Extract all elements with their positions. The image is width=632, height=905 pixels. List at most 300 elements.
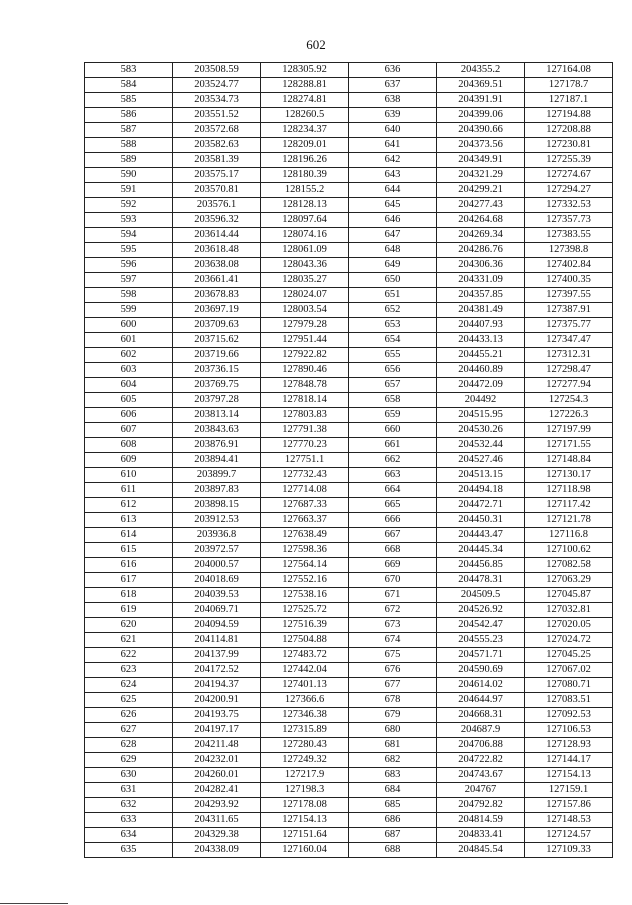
x-coordinate-cell: 204833.41	[437, 828, 525, 843]
x-coordinate-cell: 204114.81	[173, 633, 261, 648]
x-coordinate-cell: 204530.26	[437, 423, 525, 438]
point-number-cell: 635	[85, 843, 173, 858]
y-coordinate-cell: 127154.13	[525, 768, 613, 783]
x-coordinate-cell: 204433.13	[437, 333, 525, 348]
y-coordinate-cell: 127063.29	[525, 573, 613, 588]
y-coordinate-cell: 127397.55	[525, 288, 613, 303]
y-coordinate-cell: 127979.28	[261, 318, 349, 333]
y-coordinate-cell: 127598.36	[261, 543, 349, 558]
x-coordinate-cell: 204443.47	[437, 528, 525, 543]
point-number-cell: 653	[349, 318, 437, 333]
point-number-cell: 608	[85, 438, 173, 453]
x-coordinate-cell: 203596.32	[173, 213, 261, 228]
y-coordinate-cell: 127357.73	[525, 213, 613, 228]
y-coordinate-cell: 127398.8	[525, 243, 613, 258]
x-coordinate-cell: 203813.14	[173, 408, 261, 423]
x-coordinate-cell: 204644.97	[437, 693, 525, 708]
x-coordinate-cell: 204492	[437, 393, 525, 408]
table-row	[85, 453, 613, 468]
table-row	[85, 708, 613, 723]
x-coordinate-cell: 203719.66	[173, 348, 261, 363]
y-coordinate-cell: 127638.49	[261, 528, 349, 543]
y-coordinate-cell: 127818.14	[261, 393, 349, 408]
y-coordinate-cell: 128024.07	[261, 288, 349, 303]
table-row	[85, 63, 613, 78]
y-coordinate-cell: 127164.08	[525, 63, 613, 78]
table-row	[85, 618, 613, 633]
x-coordinate-cell: 204532.44	[437, 438, 525, 453]
x-coordinate-cell: 204407.93	[437, 318, 525, 333]
x-coordinate-cell: 204542.47	[437, 618, 525, 633]
x-coordinate-cell: 204321.29	[437, 168, 525, 183]
point-number-cell: 655	[349, 348, 437, 363]
y-coordinate-cell: 127178.7	[525, 78, 613, 93]
y-coordinate-cell: 127100.62	[525, 543, 613, 558]
point-number-cell: 674	[349, 633, 437, 648]
y-coordinate-cell: 128288.81	[261, 78, 349, 93]
y-coordinate-cell: 127067.02	[525, 663, 613, 678]
y-coordinate-cell: 127109.33	[525, 843, 613, 858]
point-number-cell: 640	[349, 123, 437, 138]
table-row	[85, 738, 613, 753]
y-coordinate-cell: 127208.88	[525, 123, 613, 138]
coordinates-table-body	[85, 63, 613, 858]
y-coordinate-cell: 127791.38	[261, 423, 349, 438]
y-coordinate-cell: 127117.42	[525, 498, 613, 513]
y-coordinate-cell: 128061.09	[261, 243, 349, 258]
table-row	[85, 543, 613, 558]
y-coordinate-cell: 127442.04	[261, 663, 349, 678]
y-coordinate-cell: 128035.27	[261, 273, 349, 288]
y-coordinate-cell: 128274.81	[261, 93, 349, 108]
x-coordinate-cell: 203524.77	[173, 78, 261, 93]
x-coordinate-cell: 204767	[437, 783, 525, 798]
y-coordinate-cell: 127951.44	[261, 333, 349, 348]
y-coordinate-cell: 127254.3	[525, 393, 613, 408]
y-coordinate-cell: 127803.83	[261, 408, 349, 423]
point-number-cell: 638	[349, 93, 437, 108]
point-number-cell: 652	[349, 303, 437, 318]
point-number-cell: 610	[85, 468, 173, 483]
table-row	[85, 648, 613, 663]
x-coordinate-cell: 204357.85	[437, 288, 525, 303]
table-row	[85, 588, 613, 603]
x-coordinate-cell: 203797.28	[173, 393, 261, 408]
x-coordinate-cell: 204172.52	[173, 663, 261, 678]
y-coordinate-cell: 128043.36	[261, 258, 349, 273]
y-coordinate-cell: 127564.14	[261, 558, 349, 573]
x-coordinate-cell: 204450.31	[437, 513, 525, 528]
point-number-cell: 605	[85, 393, 173, 408]
point-number-cell: 679	[349, 708, 437, 723]
page-number: 602	[306, 37, 326, 52]
y-coordinate-cell: 127770.23	[261, 438, 349, 453]
point-number-cell: 660	[349, 423, 437, 438]
y-coordinate-cell: 128234.37	[261, 123, 349, 138]
x-coordinate-cell: 203936.8	[173, 528, 261, 543]
table-row	[85, 663, 613, 678]
x-coordinate-cell: 204399.06	[437, 108, 525, 123]
point-number-cell: 634	[85, 828, 173, 843]
x-coordinate-cell: 203661.41	[173, 273, 261, 288]
x-coordinate-cell: 204494.18	[437, 483, 525, 498]
y-coordinate-cell: 127538.16	[261, 588, 349, 603]
table-row	[85, 333, 613, 348]
x-coordinate-cell: 204722.82	[437, 753, 525, 768]
point-number-cell: 632	[85, 798, 173, 813]
x-coordinate-cell: 204814.59	[437, 813, 525, 828]
x-coordinate-cell: 204515.95	[437, 408, 525, 423]
point-number-cell: 643	[349, 168, 437, 183]
x-coordinate-cell: 204687.9	[437, 723, 525, 738]
point-number-cell: 585	[85, 93, 173, 108]
point-number-cell: 650	[349, 273, 437, 288]
point-number-cell: 685	[349, 798, 437, 813]
x-coordinate-cell: 203843.63	[173, 423, 261, 438]
y-coordinate-cell: 127312.31	[525, 348, 613, 363]
point-number-cell: 596	[85, 258, 173, 273]
y-coordinate-cell: 128180.39	[261, 168, 349, 183]
y-coordinate-cell: 127347.47	[525, 333, 613, 348]
x-coordinate-cell: 204472.71	[437, 498, 525, 513]
table-row	[85, 798, 613, 813]
x-coordinate-cell: 204306.36	[437, 258, 525, 273]
table-row	[85, 288, 613, 303]
point-number-cell: 595	[85, 243, 173, 258]
point-number-cell: 588	[85, 138, 173, 153]
table-row	[85, 783, 613, 798]
point-number-cell: 670	[349, 573, 437, 588]
y-coordinate-cell: 127375.77	[525, 318, 613, 333]
point-number-cell: 664	[349, 483, 437, 498]
y-coordinate-cell: 128196.26	[261, 153, 349, 168]
y-coordinate-cell: 127332.53	[525, 198, 613, 213]
point-number-cell: 584	[85, 78, 173, 93]
y-coordinate-cell: 127092.53	[525, 708, 613, 723]
point-number-cell: 613	[85, 513, 173, 528]
x-coordinate-cell: 204331.09	[437, 273, 525, 288]
y-coordinate-cell: 127483.72	[261, 648, 349, 663]
y-coordinate-cell: 127387.91	[525, 303, 613, 318]
y-coordinate-cell: 127383.55	[525, 228, 613, 243]
point-number-cell: 654	[349, 333, 437, 348]
table-row	[85, 318, 613, 333]
y-coordinate-cell: 127255.39	[525, 153, 613, 168]
y-coordinate-cell: 128128.13	[261, 198, 349, 213]
x-coordinate-cell: 204706.88	[437, 738, 525, 753]
x-coordinate-cell: 203614.44	[173, 228, 261, 243]
x-coordinate-cell: 204069.71	[173, 603, 261, 618]
point-number-cell: 631	[85, 783, 173, 798]
point-number-cell: 637	[349, 78, 437, 93]
point-number-cell: 615	[85, 543, 173, 558]
point-number-cell: 617	[85, 573, 173, 588]
point-number-cell: 647	[349, 228, 437, 243]
point-number-cell: 621	[85, 633, 173, 648]
point-number-cell: 630	[85, 768, 173, 783]
point-number-cell: 626	[85, 708, 173, 723]
point-number-cell: 684	[349, 783, 437, 798]
table-row	[85, 243, 613, 258]
point-number-cell: 600	[85, 318, 173, 333]
y-coordinate-cell: 127848.78	[261, 378, 349, 393]
x-coordinate-cell: 203697.19	[173, 303, 261, 318]
table-row	[85, 633, 613, 648]
y-coordinate-cell: 127045.87	[525, 588, 613, 603]
y-coordinate-cell: 127346.38	[261, 708, 349, 723]
x-coordinate-cell: 204527.46	[437, 453, 525, 468]
x-coordinate-cell: 203876.91	[173, 438, 261, 453]
y-coordinate-cell: 127280.43	[261, 738, 349, 753]
point-number-cell: 666	[349, 513, 437, 528]
y-coordinate-cell: 128260.5	[261, 108, 349, 123]
y-coordinate-cell: 128155.2	[261, 183, 349, 198]
y-coordinate-cell: 127504.88	[261, 633, 349, 648]
point-number-cell: 665	[349, 498, 437, 513]
y-coordinate-cell: 127687.33	[261, 498, 349, 513]
point-number-cell: 644	[349, 183, 437, 198]
y-coordinate-cell: 127197.99	[525, 423, 613, 438]
table-row	[85, 198, 613, 213]
y-coordinate-cell: 127178.08	[261, 798, 349, 813]
x-coordinate-cell: 204211.48	[173, 738, 261, 753]
y-coordinate-cell: 128003.54	[261, 303, 349, 318]
y-coordinate-cell: 127144.17	[525, 753, 613, 768]
x-coordinate-cell: 204000.57	[173, 558, 261, 573]
table-row	[85, 498, 613, 513]
point-number-cell: 648	[349, 243, 437, 258]
point-number-cell: 680	[349, 723, 437, 738]
x-coordinate-cell: 204668.31	[437, 708, 525, 723]
y-coordinate-cell: 128209.01	[261, 138, 349, 153]
table-row	[85, 213, 613, 228]
y-coordinate-cell: 127159.1	[525, 783, 613, 798]
x-coordinate-cell: 203897.83	[173, 483, 261, 498]
table-row	[85, 828, 613, 843]
point-number-cell: 687	[349, 828, 437, 843]
x-coordinate-cell: 203581.39	[173, 153, 261, 168]
point-number-cell: 675	[349, 648, 437, 663]
coordinates-table	[84, 62, 613, 858]
y-coordinate-cell: 127020.05	[525, 618, 613, 633]
point-number-cell: 673	[349, 618, 437, 633]
y-coordinate-cell: 127516.39	[261, 618, 349, 633]
x-coordinate-cell: 203709.63	[173, 318, 261, 333]
y-coordinate-cell: 128305.92	[261, 63, 349, 78]
x-coordinate-cell: 204460.89	[437, 363, 525, 378]
x-coordinate-cell: 203508.59	[173, 63, 261, 78]
y-coordinate-cell: 127130.17	[525, 468, 613, 483]
x-coordinate-cell: 203912.53	[173, 513, 261, 528]
y-coordinate-cell: 127160.04	[261, 843, 349, 858]
table-row	[85, 393, 613, 408]
point-number-cell: 598	[85, 288, 173, 303]
y-coordinate-cell: 127118.98	[525, 483, 613, 498]
y-coordinate-cell: 127400.35	[525, 273, 613, 288]
x-coordinate-cell: 204264.68	[437, 213, 525, 228]
point-number-cell: 642	[349, 153, 437, 168]
x-coordinate-cell: 204614.02	[437, 678, 525, 693]
table-row	[85, 513, 613, 528]
footnote-rule	[0, 903, 68, 904]
table-row	[85, 423, 613, 438]
table-row	[85, 378, 613, 393]
table-row	[85, 753, 613, 768]
point-number-cell: 646	[349, 213, 437, 228]
y-coordinate-cell: 127154.13	[261, 813, 349, 828]
table-row	[85, 603, 613, 618]
table-row	[85, 348, 613, 363]
x-coordinate-cell: 203736.15	[173, 363, 261, 378]
table-row	[85, 408, 613, 423]
x-coordinate-cell: 204455.21	[437, 348, 525, 363]
point-number-cell: 676	[349, 663, 437, 678]
x-coordinate-cell: 204478.31	[437, 573, 525, 588]
table-row	[85, 228, 613, 243]
point-number-cell: 611	[85, 483, 173, 498]
point-number-cell: 604	[85, 378, 173, 393]
y-coordinate-cell: 127082.58	[525, 558, 613, 573]
x-coordinate-cell: 204197.17	[173, 723, 261, 738]
table-row	[85, 108, 613, 123]
point-number-cell: 601	[85, 333, 173, 348]
table-row	[85, 153, 613, 168]
x-coordinate-cell: 203972.57	[173, 543, 261, 558]
point-number-cell: 629	[85, 753, 173, 768]
table-row	[85, 78, 613, 93]
x-coordinate-cell: 203570.81	[173, 183, 261, 198]
point-number-cell: 589	[85, 153, 173, 168]
x-coordinate-cell: 203618.48	[173, 243, 261, 258]
x-coordinate-cell: 204286.76	[437, 243, 525, 258]
y-coordinate-cell: 127148.84	[525, 453, 613, 468]
y-coordinate-cell: 127217.9	[261, 768, 349, 783]
point-number-cell: 669	[349, 558, 437, 573]
table-row	[85, 123, 613, 138]
table-row	[85, 363, 613, 378]
y-coordinate-cell: 127525.72	[261, 603, 349, 618]
x-coordinate-cell: 204299.21	[437, 183, 525, 198]
x-coordinate-cell: 204311.65	[173, 813, 261, 828]
y-coordinate-cell: 127401.13	[261, 678, 349, 693]
y-coordinate-cell: 127148.53	[525, 813, 613, 828]
point-number-cell: 672	[349, 603, 437, 618]
y-coordinate-cell: 127890.46	[261, 363, 349, 378]
x-coordinate-cell: 204381.49	[437, 303, 525, 318]
point-number-cell: 591	[85, 183, 173, 198]
x-coordinate-cell: 203894.41	[173, 453, 261, 468]
x-coordinate-cell: 204472.09	[437, 378, 525, 393]
point-number-cell: 658	[349, 393, 437, 408]
y-coordinate-cell: 127751.1	[261, 453, 349, 468]
x-coordinate-cell: 203769.75	[173, 378, 261, 393]
point-number-cell: 625	[85, 693, 173, 708]
y-coordinate-cell: 127714.08	[261, 483, 349, 498]
x-coordinate-cell: 204277.43	[437, 198, 525, 213]
x-coordinate-cell: 204792.82	[437, 798, 525, 813]
x-coordinate-cell: 203534.73	[173, 93, 261, 108]
point-number-cell: 639	[349, 108, 437, 123]
x-coordinate-cell: 204369.51	[437, 78, 525, 93]
point-number-cell: 619	[85, 603, 173, 618]
y-coordinate-cell: 127298.47	[525, 363, 613, 378]
table-row	[85, 573, 613, 588]
table-row	[85, 183, 613, 198]
x-coordinate-cell: 204329.38	[173, 828, 261, 843]
point-number-cell: 622	[85, 648, 173, 663]
table-row	[85, 678, 613, 693]
x-coordinate-cell: 203899.7	[173, 468, 261, 483]
x-coordinate-cell: 204018.69	[173, 573, 261, 588]
point-number-cell: 686	[349, 813, 437, 828]
y-coordinate-cell: 127171.55	[525, 438, 613, 453]
y-coordinate-cell: 127083.51	[525, 693, 613, 708]
x-coordinate-cell: 204232.01	[173, 753, 261, 768]
y-coordinate-cell: 127045.25	[525, 648, 613, 663]
point-number-cell: 593	[85, 213, 173, 228]
x-coordinate-cell: 204373.56	[437, 138, 525, 153]
point-number-cell: 661	[349, 438, 437, 453]
x-coordinate-cell: 203678.83	[173, 288, 261, 303]
y-coordinate-cell: 127226.3	[525, 408, 613, 423]
x-coordinate-cell: 204743.67	[437, 768, 525, 783]
x-coordinate-cell: 203898.15	[173, 498, 261, 513]
y-coordinate-cell: 127552.16	[261, 573, 349, 588]
y-coordinate-cell: 127230.81	[525, 138, 613, 153]
point-number-cell: 612	[85, 498, 173, 513]
table-row	[85, 558, 613, 573]
x-coordinate-cell: 203575.17	[173, 168, 261, 183]
point-number-cell: 590	[85, 168, 173, 183]
y-coordinate-cell: 127922.82	[261, 348, 349, 363]
y-coordinate-cell: 127128.93	[525, 738, 613, 753]
y-coordinate-cell: 127198.3	[261, 783, 349, 798]
point-number-cell: 607	[85, 423, 173, 438]
x-coordinate-cell: 204509.5	[437, 588, 525, 603]
x-coordinate-cell: 204513.15	[437, 468, 525, 483]
x-coordinate-cell: 203576.1	[173, 198, 261, 213]
y-coordinate-cell: 127080.71	[525, 678, 613, 693]
point-number-cell: 682	[349, 753, 437, 768]
point-number-cell: 668	[349, 543, 437, 558]
point-number-cell: 677	[349, 678, 437, 693]
x-coordinate-cell: 204571.71	[437, 648, 525, 663]
point-number-cell: 599	[85, 303, 173, 318]
x-coordinate-cell: 204355.2	[437, 63, 525, 78]
point-number-cell: 594	[85, 228, 173, 243]
x-coordinate-cell: 203582.63	[173, 138, 261, 153]
table-row	[85, 303, 613, 318]
y-coordinate-cell: 127194.88	[525, 108, 613, 123]
y-coordinate-cell: 127315.89	[261, 723, 349, 738]
x-coordinate-cell: 203572.68	[173, 123, 261, 138]
point-number-cell: 602	[85, 348, 173, 363]
y-coordinate-cell: 127106.53	[525, 723, 613, 738]
x-coordinate-cell: 204456.85	[437, 558, 525, 573]
point-number-cell: 628	[85, 738, 173, 753]
y-coordinate-cell: 127157.86	[525, 798, 613, 813]
x-coordinate-cell: 204137.99	[173, 648, 261, 663]
point-number-cell: 659	[349, 408, 437, 423]
x-coordinate-cell: 204555.23	[437, 633, 525, 648]
y-coordinate-cell: 127274.67	[525, 168, 613, 183]
x-coordinate-cell: 204526.92	[437, 603, 525, 618]
x-coordinate-cell: 204845.54	[437, 843, 525, 858]
x-coordinate-cell: 204282.41	[173, 783, 261, 798]
point-number-cell: 681	[349, 738, 437, 753]
point-number-cell: 688	[349, 843, 437, 858]
x-coordinate-cell: 204269.34	[437, 228, 525, 243]
